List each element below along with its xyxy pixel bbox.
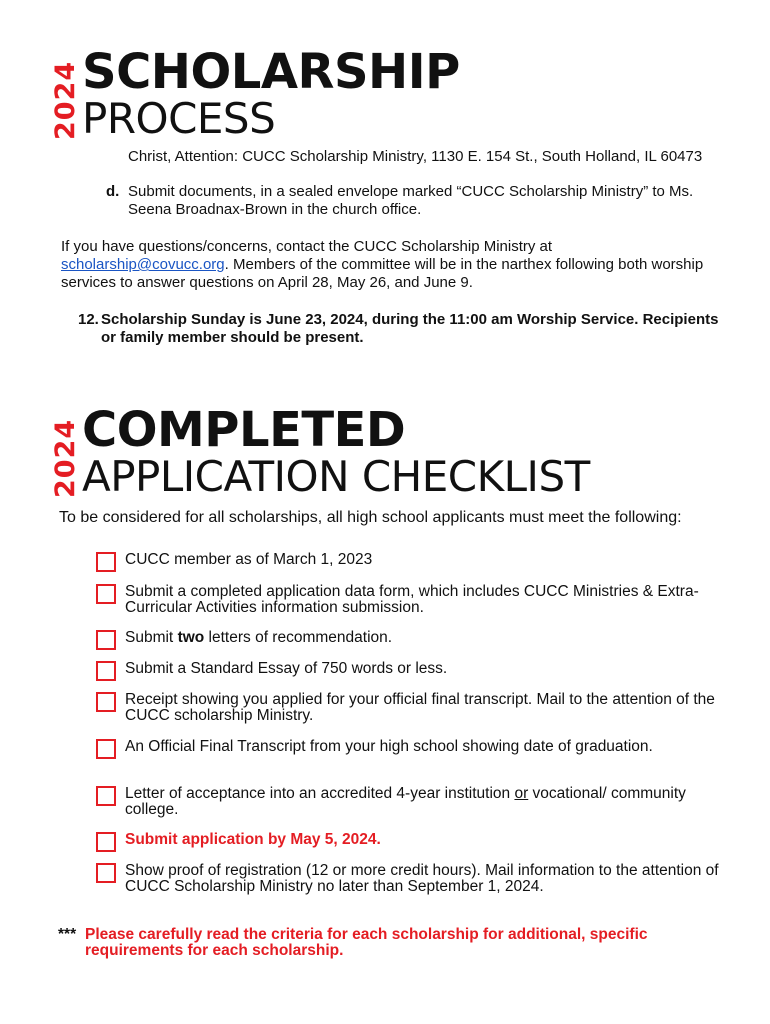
checkbox[interactable] xyxy=(96,739,116,759)
list-item-12 xyxy=(78,311,728,347)
checklist-item-text: Show proof of registration (12 or more credit hours). Mail information to the attention of CUCC Scholarship Ministry no later than September 1, 2024. xyxy=(125,862,719,895)
checkbox[interactable] xyxy=(96,692,116,712)
footnote-text: Please carefully read the criteria for each scholarship for additional, specific requirements for each scholarship. xyxy=(85,926,648,959)
checkbox[interactable] xyxy=(96,863,116,883)
deadline-text: Submit application by May 5, 2024. xyxy=(125,831,381,848)
text-run: letters of recommendation. xyxy=(204,629,393,646)
checkbox[interactable] xyxy=(96,786,116,806)
section-title: COMPLETED xyxy=(82,402,406,458)
list-item-d xyxy=(106,183,726,219)
questions-paragraph xyxy=(61,238,721,292)
section-subtitle: APPLICATION CHECKLIST xyxy=(82,452,590,501)
list-item-text: Submit documents, in a sealed envelope marked “CUCC Scholarship Ministry” to Ms. Seena Broadnax-Brown in the church office. xyxy=(128,183,694,218)
text-run: Submit xyxy=(125,629,178,646)
checklist-item-text: Receipt showing you applied for your official final transcript. Mail to the attention of the CUCC scholarship Ministry. xyxy=(125,691,715,724)
questions-text: If you have questions/concerns, contact the CUCC Scholarship Ministry at xyxy=(61,238,553,255)
checkbox[interactable] xyxy=(96,832,116,852)
questions-text-cont: . Members of the committee will be in the narthex following both worship services to answer questions on April 28, May 26, and June 9. xyxy=(61,256,704,291)
checklist-intro: To be considered for all scholarships, all high school applicants must meet the following: xyxy=(59,509,682,526)
section-title: SCHOLARSHIP xyxy=(82,44,460,100)
footnote xyxy=(58,927,728,959)
text-run: vocational/ community college. xyxy=(125,785,686,818)
underlined-text: or xyxy=(514,785,529,802)
footnote-marker: *** xyxy=(58,926,77,943)
text-run: Letter of acceptance into an accredited 4-year institution xyxy=(125,785,515,802)
checklist-item-text: CUCC member as of March 1, 2023 xyxy=(125,551,373,568)
checklist-item-text: Submit a Standard Essay of 750 words or less. xyxy=(125,660,448,677)
list-item-text: Scholarship Sunday is June 23, 2024, during the 11:00 am Worship Service. Recipients or family member should be present. xyxy=(101,311,719,346)
list-marker: d. xyxy=(106,183,120,200)
year-label: 2024 xyxy=(50,418,81,498)
checklist-item-text: An Official Final Transcript from your high school showing date of graduation. xyxy=(125,738,653,755)
checkbox[interactable] xyxy=(96,661,116,681)
section-subtitle: PROCESS xyxy=(82,94,276,143)
list-marker: 12. xyxy=(78,311,99,328)
checkbox[interactable] xyxy=(96,584,116,604)
checklist-item-text xyxy=(125,786,720,818)
email-link[interactable]: scholarship@covucc.org xyxy=(61,256,225,273)
checkbox[interactable] xyxy=(96,630,116,650)
checkbox[interactable] xyxy=(96,552,116,572)
checklist-item-text: Submit a completed application data form, which includes CUCC Ministries & Extra-Curricular Activities information submission. xyxy=(125,583,699,616)
address-text: Christ, Attention: CUCC Scholarship Ministry, 1130 E. 154 St., South Holland, IL 60473 xyxy=(128,148,703,165)
year-label: 2024 xyxy=(50,60,81,140)
checklist-item-text xyxy=(125,630,720,646)
emphasis-text: two xyxy=(177,629,205,646)
